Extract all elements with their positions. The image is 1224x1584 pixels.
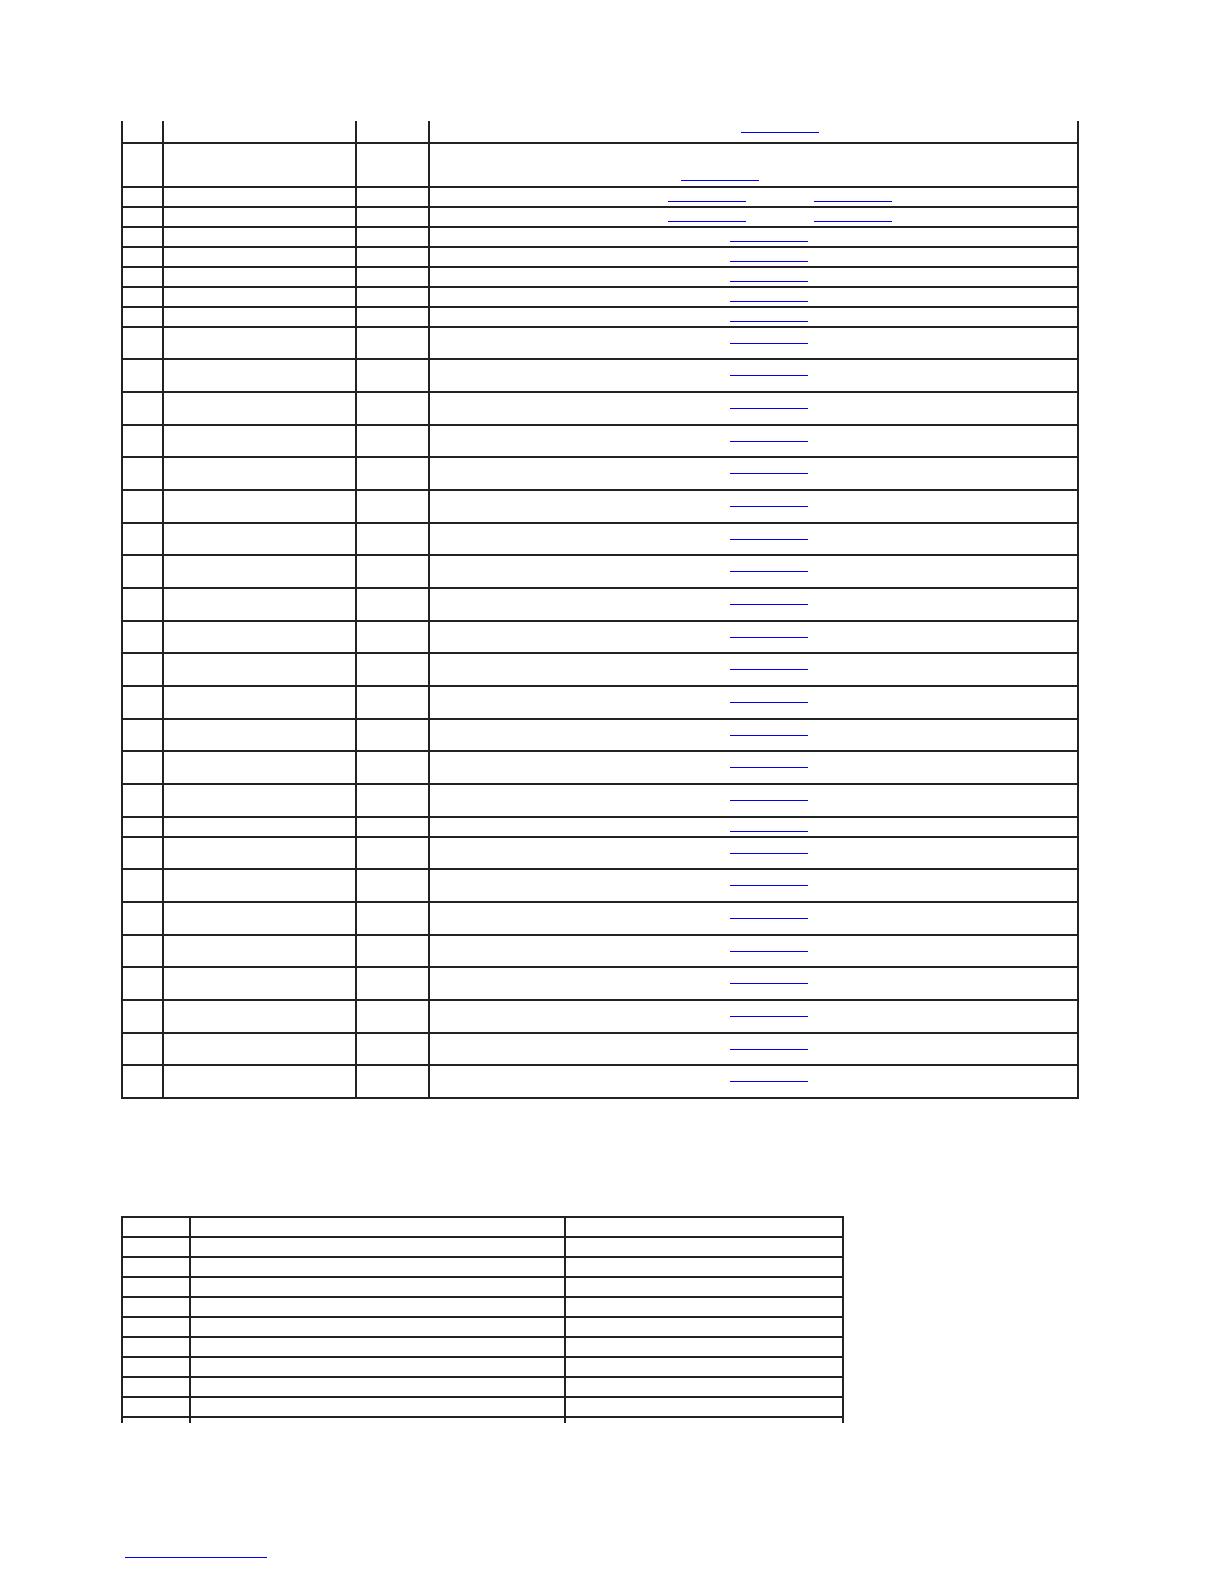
name-cell <box>163 523 356 555</box>
reference-link[interactable] <box>730 375 808 376</box>
link-cell <box>429 902 1078 935</box>
reference-table <box>121 121 1079 1099</box>
code-cell <box>356 392 429 425</box>
value-cell <box>565 1277 843 1297</box>
reference-link[interactable] <box>730 885 808 886</box>
index-cell <box>122 1317 190 1337</box>
table-row <box>122 392 1078 425</box>
reference-link[interactable] <box>741 132 819 133</box>
reference-link[interactable] <box>730 539 808 540</box>
value-cell <box>565 1237 843 1257</box>
name-cell <box>163 359 356 392</box>
table-row <box>122 359 1078 392</box>
value-cell <box>565 1337 843 1357</box>
reference-link[interactable] <box>668 201 746 202</box>
name-cell <box>163 457 356 490</box>
reference-link[interactable] <box>814 201 892 202</box>
code-cell <box>356 307 429 327</box>
description-cell <box>190 1397 565 1417</box>
row-number-cell <box>122 621 163 653</box>
table-row <box>122 307 1078 327</box>
link-cell <box>429 1033 1078 1065</box>
name-cell <box>163 1033 356 1065</box>
code-cell <box>356 327 429 359</box>
link-cell <box>429 247 1078 267</box>
table-row <box>122 1033 1078 1065</box>
name-cell <box>163 121 356 143</box>
table-row <box>122 869 1078 902</box>
table-row <box>122 1257 843 1277</box>
link-cell <box>429 227 1078 247</box>
code-cell <box>356 935 429 967</box>
table-row <box>122 1417 843 1423</box>
code-cell <box>356 1065 429 1098</box>
reference-link[interactable] <box>730 767 808 768</box>
reference-link[interactable] <box>730 800 808 801</box>
link-cell <box>429 287 1078 307</box>
table-row <box>122 1065 1078 1098</box>
link-cell <box>429 935 1078 967</box>
code-cell <box>356 359 429 392</box>
table-row <box>122 187 1078 207</box>
table-row <box>122 287 1078 307</box>
name-cell <box>163 817 356 837</box>
table-row <box>122 621 1078 653</box>
reference-link[interactable] <box>730 702 808 703</box>
name-cell <box>163 187 356 207</box>
table-row <box>122 784 1078 817</box>
row-number-cell <box>122 869 163 902</box>
row-number-cell <box>122 359 163 392</box>
code-cell <box>356 523 429 555</box>
name-cell <box>163 588 356 621</box>
reference-link[interactable] <box>730 951 808 952</box>
row-number-cell <box>122 227 163 247</box>
table-row <box>122 523 1078 555</box>
reference-link[interactable] <box>730 831 808 832</box>
row-number-cell <box>122 817 163 837</box>
index-cell <box>122 1337 190 1357</box>
reference-link[interactable] <box>730 735 808 736</box>
code-cell <box>356 287 429 307</box>
row-number-cell <box>122 187 163 207</box>
code-cell <box>356 621 429 653</box>
link-cell <box>429 784 1078 817</box>
footer-link[interactable] <box>125 1557 267 1558</box>
description-cell <box>190 1277 565 1297</box>
name-cell <box>163 555 356 588</box>
link-cell <box>429 967 1078 1000</box>
code-cell <box>356 817 429 837</box>
code-cell <box>356 207 429 227</box>
code-cell <box>356 187 429 207</box>
reference-link[interactable] <box>730 604 808 605</box>
link-cell <box>429 653 1078 686</box>
link-cell <box>429 425 1078 457</box>
name-cell <box>163 327 356 359</box>
link-cell <box>429 588 1078 621</box>
name-cell <box>163 287 356 307</box>
table-row <box>122 1377 843 1397</box>
description-cell <box>190 1377 565 1397</box>
table-row <box>122 1397 843 1417</box>
table-row <box>122 143 1078 187</box>
value-cell <box>565 1317 843 1337</box>
description-cell <box>190 1297 565 1317</box>
link-cell <box>429 307 1078 327</box>
name-cell <box>163 653 356 686</box>
name-cell <box>163 1065 356 1098</box>
row-number-cell <box>122 751 163 784</box>
link-cell <box>429 837 1078 869</box>
reference-link[interactable] <box>730 473 808 474</box>
code-cell <box>356 1000 429 1033</box>
table-row <box>122 1237 843 1257</box>
row-number-cell <box>122 523 163 555</box>
table-row <box>122 1337 843 1357</box>
reference-link[interactable] <box>681 180 759 181</box>
index-cell <box>122 1257 190 1277</box>
value-cell <box>565 1257 843 1277</box>
value-cell <box>565 1377 843 1397</box>
reference-link[interactable] <box>730 408 808 409</box>
link-cell <box>429 817 1078 837</box>
link-cell <box>429 457 1078 490</box>
code-cell <box>356 967 429 1000</box>
table-row <box>122 1277 843 1297</box>
index-cell <box>122 1297 190 1317</box>
table-row <box>122 121 1078 143</box>
link-cell <box>429 869 1078 902</box>
reference-link[interactable] <box>730 343 808 344</box>
link-cell <box>429 523 1078 555</box>
table-row <box>122 653 1078 686</box>
table-row <box>122 1000 1078 1033</box>
link-cell <box>429 719 1078 751</box>
link-cell <box>429 327 1078 359</box>
name-cell <box>163 837 356 869</box>
value-cell <box>565 1417 843 1423</box>
link-cell <box>429 207 1078 227</box>
row-number-cell <box>122 287 163 307</box>
table-row <box>122 490 1078 523</box>
name-cell <box>163 207 356 227</box>
table-row <box>122 1317 843 1337</box>
row-number-cell <box>122 837 163 869</box>
value-cell <box>565 1297 843 1317</box>
index-cell <box>122 1417 190 1423</box>
name-cell <box>163 307 356 327</box>
table-row <box>122 935 1078 967</box>
reference-link[interactable] <box>668 221 746 222</box>
name-cell <box>163 267 356 287</box>
table-row <box>122 207 1078 227</box>
index-cell <box>122 1277 190 1297</box>
reference-link[interactable] <box>730 281 808 282</box>
name-cell <box>163 967 356 1000</box>
table-row <box>122 1217 843 1237</box>
table-row <box>122 751 1078 784</box>
value-cell <box>565 1397 843 1417</box>
reference-link[interactable] <box>730 1016 808 1017</box>
reference-link[interactable] <box>730 1081 808 1082</box>
row-number-cell <box>122 1000 163 1033</box>
row-number-cell <box>122 425 163 457</box>
row-number-cell <box>122 902 163 935</box>
link-cell <box>429 1000 1078 1033</box>
row-number-cell <box>122 784 163 817</box>
table-row <box>122 902 1078 935</box>
reference-link[interactable] <box>730 241 808 242</box>
table-row <box>122 227 1078 247</box>
reference-link[interactable] <box>730 441 808 442</box>
reference-link[interactable] <box>730 983 808 984</box>
reference-link[interactable] <box>730 321 808 322</box>
reference-link[interactable] <box>730 506 808 507</box>
name-cell <box>163 751 356 784</box>
row-number-cell <box>122 121 163 143</box>
link-cell <box>429 751 1078 784</box>
row-number-cell <box>122 207 163 227</box>
row-number-cell <box>122 267 163 287</box>
table-row <box>122 817 1078 837</box>
link-cell <box>429 267 1078 287</box>
name-cell <box>163 902 356 935</box>
code-cell <box>356 555 429 588</box>
row-number-cell <box>122 719 163 751</box>
description-cell <box>190 1317 565 1337</box>
summary-table <box>121 1216 844 1423</box>
reference-link[interactable] <box>730 571 808 572</box>
name-cell <box>163 425 356 457</box>
row-number-cell <box>122 307 163 327</box>
link-cell <box>429 686 1078 719</box>
name-cell <box>163 621 356 653</box>
code-cell <box>356 837 429 869</box>
link-cell <box>429 621 1078 653</box>
table-row <box>122 555 1078 588</box>
description-cell <box>190 1237 565 1257</box>
row-number-cell <box>122 457 163 490</box>
row-number-cell <box>122 327 163 359</box>
name-cell <box>163 143 356 187</box>
value-cell <box>565 1217 843 1237</box>
table-row <box>122 267 1078 287</box>
link-cell <box>429 187 1078 207</box>
code-cell <box>356 247 429 267</box>
row-number-cell <box>122 392 163 425</box>
row-number-cell <box>122 1065 163 1098</box>
reference-link[interactable] <box>730 853 808 854</box>
description-cell <box>190 1337 565 1357</box>
reference-link[interactable] <box>730 301 808 302</box>
link-cell <box>429 359 1078 392</box>
description-cell <box>190 1357 565 1377</box>
row-number-cell <box>122 247 163 267</box>
table-row <box>122 719 1078 751</box>
name-cell <box>163 935 356 967</box>
name-cell <box>163 227 356 247</box>
description-cell <box>190 1217 565 1237</box>
index-cell <box>122 1397 190 1417</box>
table-row <box>122 457 1078 490</box>
code-cell <box>356 143 429 187</box>
link-cell <box>429 392 1078 425</box>
name-cell <box>163 392 356 425</box>
name-cell <box>163 719 356 751</box>
link-cell <box>429 555 1078 588</box>
table-row <box>122 327 1078 359</box>
index-cell <box>122 1357 190 1377</box>
code-cell <box>356 227 429 247</box>
row-number-cell <box>122 490 163 523</box>
row-number-cell <box>122 653 163 686</box>
row-number-cell <box>122 686 163 719</box>
index-cell <box>122 1377 190 1397</box>
index-cell <box>122 1217 190 1237</box>
reference-link[interactable] <box>730 637 808 638</box>
reference-link[interactable] <box>730 261 808 262</box>
code-cell <box>356 869 429 902</box>
table-row <box>122 588 1078 621</box>
name-cell <box>163 1000 356 1033</box>
code-cell <box>356 784 429 817</box>
link-cell <box>429 1065 1078 1098</box>
code-cell <box>356 902 429 935</box>
code-cell <box>356 719 429 751</box>
name-cell <box>163 686 356 719</box>
code-cell <box>356 267 429 287</box>
link-cell <box>429 490 1078 523</box>
reference-link[interactable] <box>730 1049 808 1050</box>
row-number-cell <box>122 967 163 1000</box>
code-cell <box>356 457 429 490</box>
table-row <box>122 425 1078 457</box>
table-row <box>122 686 1078 719</box>
reference-link[interactable] <box>730 918 808 919</box>
code-cell <box>356 751 429 784</box>
link-cell <box>429 143 1078 187</box>
name-cell <box>163 784 356 817</box>
code-cell <box>356 653 429 686</box>
name-cell <box>163 869 356 902</box>
row-number-cell <box>122 1033 163 1065</box>
table-row <box>122 247 1078 267</box>
index-cell <box>122 1237 190 1257</box>
table-row <box>122 837 1078 869</box>
table-row <box>122 1357 843 1377</box>
row-number-cell <box>122 935 163 967</box>
code-cell <box>356 490 429 523</box>
table-row <box>122 1297 843 1317</box>
reference-link[interactable] <box>814 221 892 222</box>
code-cell <box>356 686 429 719</box>
code-cell <box>356 425 429 457</box>
code-cell <box>356 1033 429 1065</box>
code-cell <box>356 121 429 143</box>
row-number-cell <box>122 555 163 588</box>
description-cell <box>190 1257 565 1277</box>
code-cell <box>356 588 429 621</box>
reference-link[interactable] <box>730 669 808 670</box>
table-row <box>122 967 1078 1000</box>
link-cell <box>429 121 1078 143</box>
description-cell <box>190 1417 565 1423</box>
row-number-cell <box>122 588 163 621</box>
name-cell <box>163 490 356 523</box>
row-number-cell <box>122 143 163 187</box>
value-cell <box>565 1357 843 1377</box>
name-cell <box>163 247 356 267</box>
